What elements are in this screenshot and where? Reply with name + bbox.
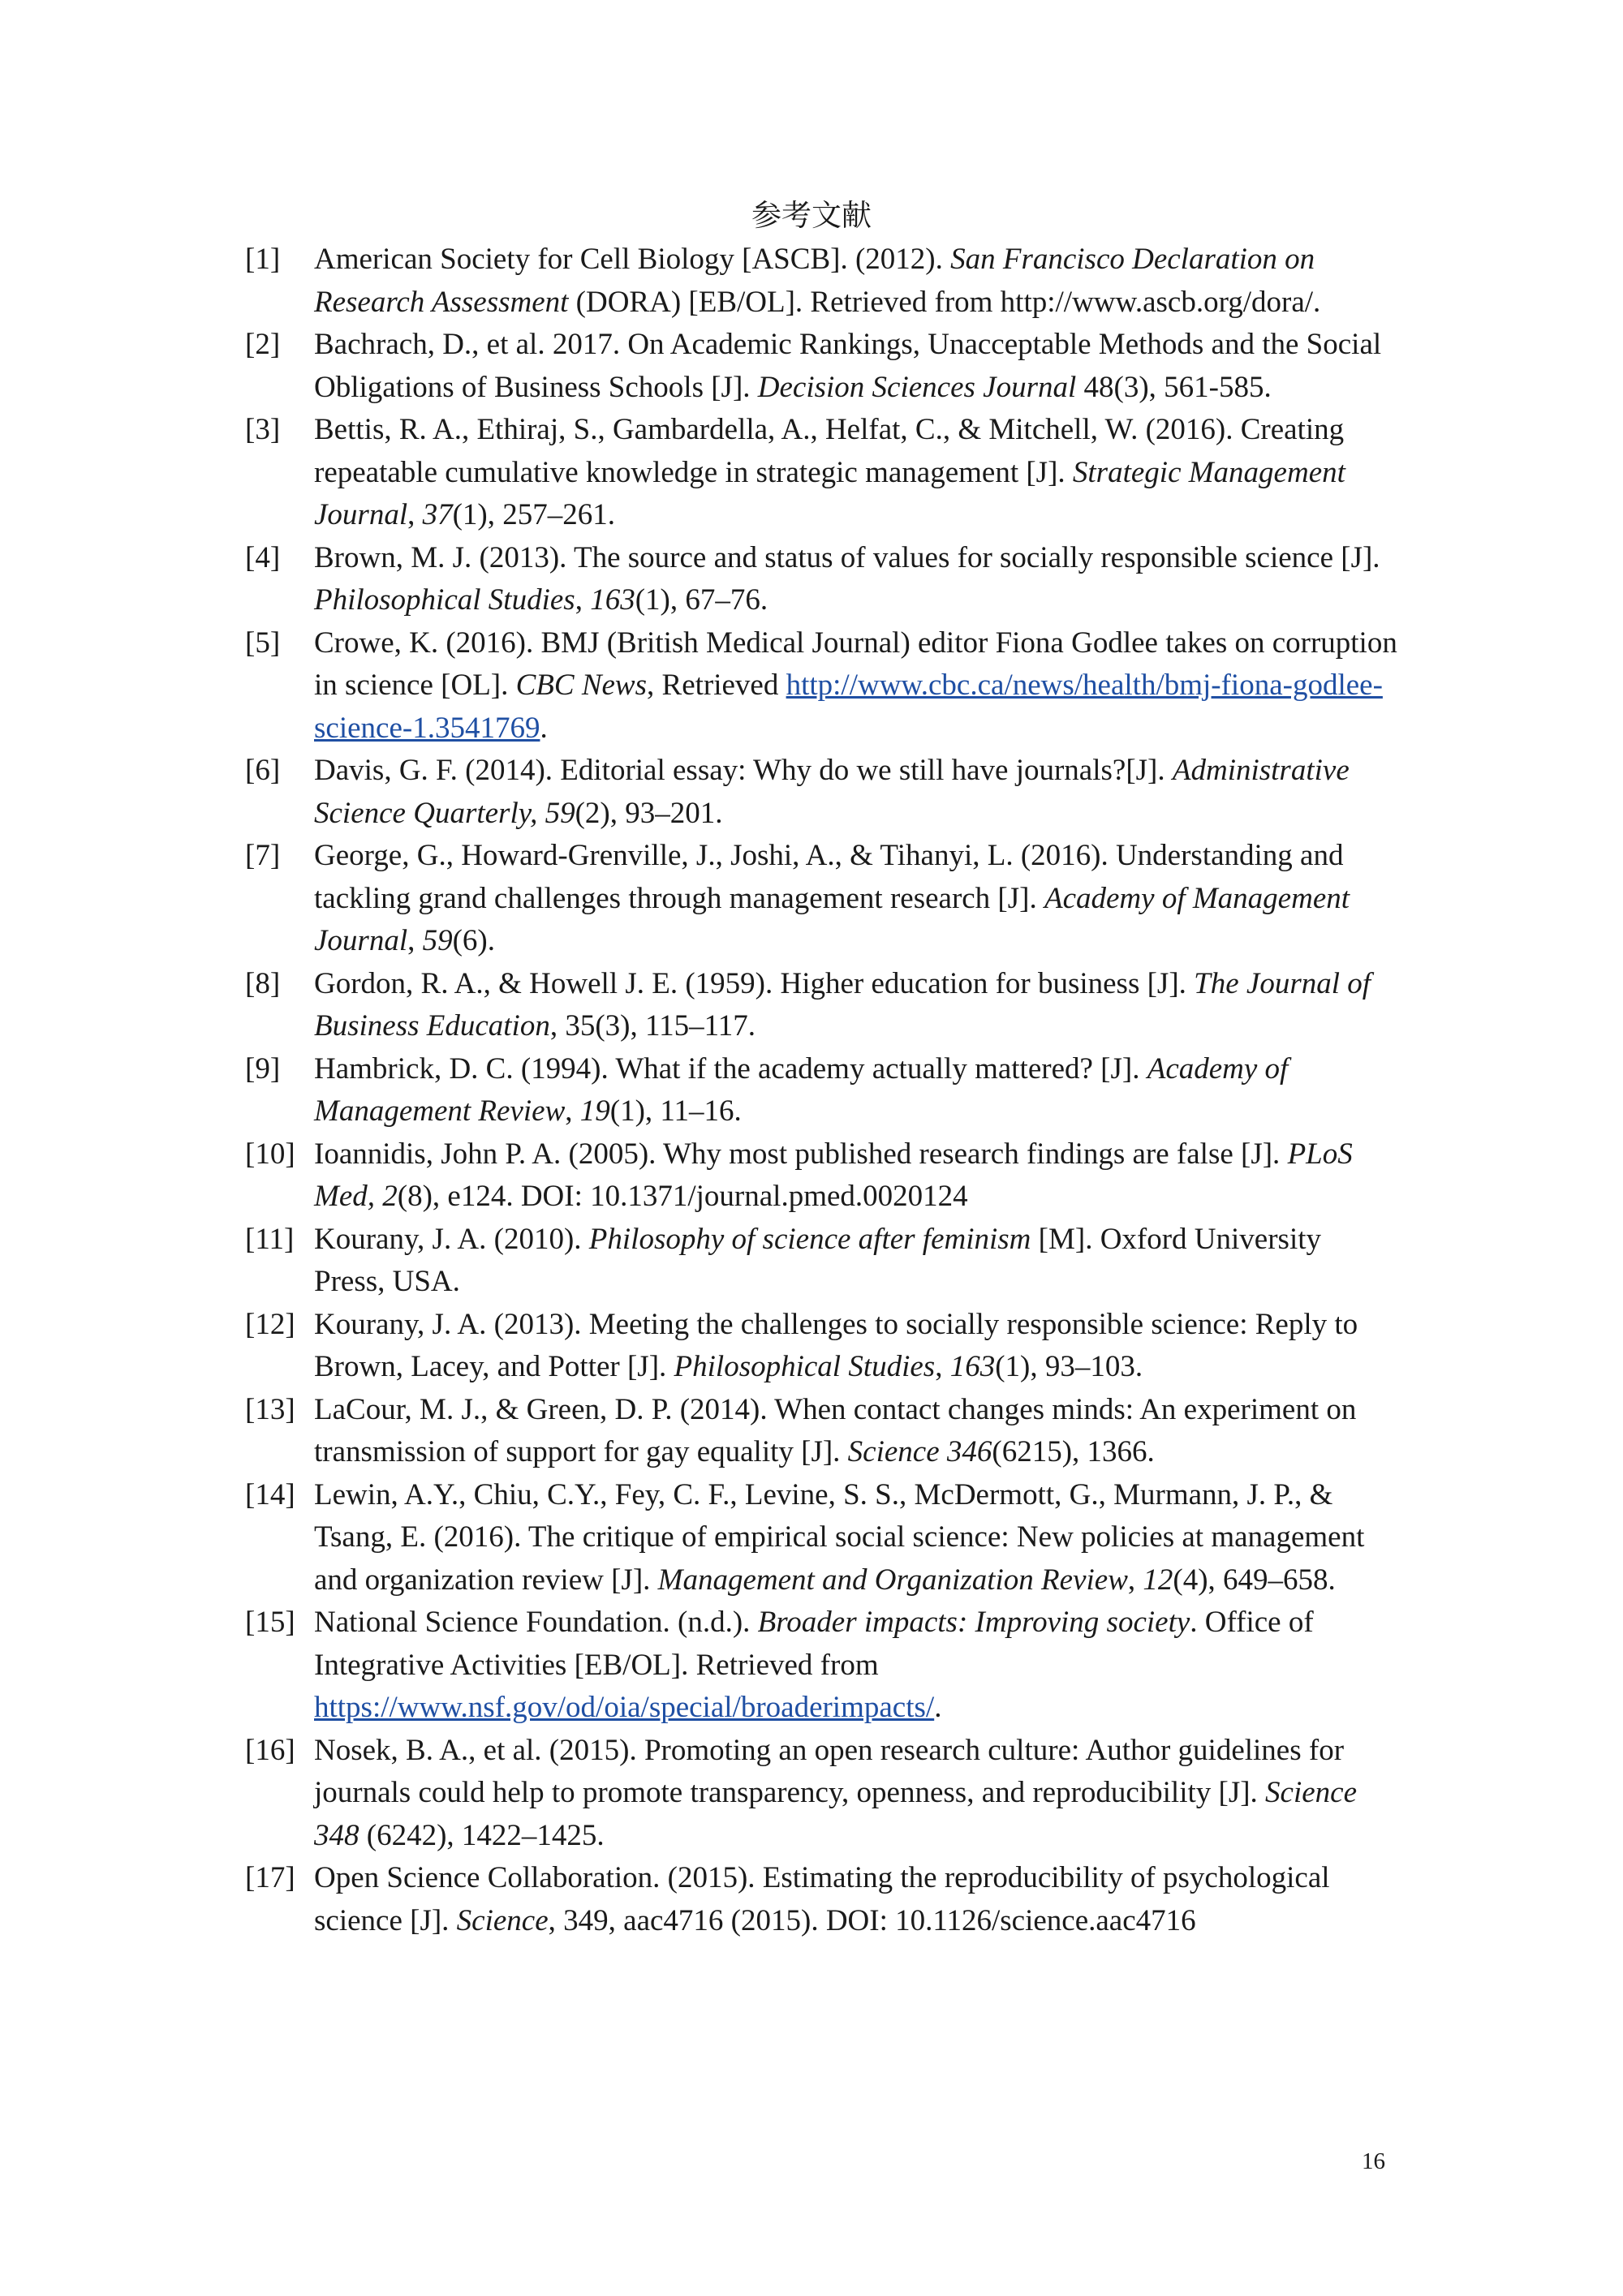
- reference-text-segment: ,: [575, 583, 591, 617]
- reference-number: [17]: [245, 1861, 295, 1894]
- reference-link[interactable]: https://www.nsf.gov/od/oia/special/broaderimpacts/: [314, 1691, 935, 1724]
- reference-italic-text: Administrative Science Quarterly, 59: [314, 754, 1350, 830]
- reference-item: [245, 1474, 1397, 1602]
- reference-text-segment: (8), e124. DOI: 10.1371/journal.pmed.0020124: [397, 1180, 968, 1213]
- reference-text-segment: (DORA) [EB/OL]. Retrieved from http://www.ascb.org/dora/.: [568, 285, 1321, 319]
- reference-italic-text: Philosophy of science after feminism: [588, 1222, 1031, 1256]
- reference-text-segment: ,: [935, 1350, 950, 1383]
- reference-text-segment: , 349, aac4716 (2015). DOI: 10.1126/science.aac4716: [548, 1903, 1196, 1937]
- reference-number: [10]: [245, 1137, 295, 1171]
- reference-text-segment: (6242), 1422–1425.: [359, 1818, 605, 1852]
- reference-number: [1]: [245, 243, 281, 276]
- reference-text-segment: ,: [407, 498, 423, 531]
- reference-text: [314, 239, 1397, 324]
- reference-italic-text: PLoS Med, 2: [314, 1137, 1353, 1213]
- reference-italic-text: Philosophical Studies: [314, 583, 575, 617]
- reference-item: [245, 324, 1397, 409]
- reference-item: [245, 409, 1397, 537]
- reference-text: [314, 409, 1397, 537]
- reference-text-segment: 48(3), 561-585.: [1076, 370, 1272, 404]
- reference-number: [6]: [245, 754, 281, 787]
- reference-text-segment: George, G., Howard-Grenville, J., Joshi, A., & Tihanyi, L. (2016). Understanding and tackling grand challenges through management research [J].: [314, 839, 1344, 915]
- reference-number: [3]: [245, 413, 281, 446]
- reference-italic-text: Decision Sciences Journal: [757, 370, 1077, 404]
- reference-text-segment: ,: [1127, 1563, 1143, 1597]
- reference-number: [11]: [245, 1222, 295, 1256]
- reference-text-segment: . Office of Integrative Activities [EB/OL]. Retrieved from: [314, 1606, 1314, 1682]
- reference-text-segment: Crowe, K. (2016). BMJ (British Medical Journal) editor Fiona Godlee takes on corruption in science [OL].: [314, 626, 1397, 702]
- reference-text: [314, 1730, 1397, 1858]
- reference-italic-text: The Journal of Business Education: [314, 966, 1371, 1043]
- reference-text-segment: .: [934, 1691, 942, 1724]
- section-heading: 参考文献: [751, 198, 872, 233]
- reference-italic-text: Science 346: [847, 1435, 992, 1468]
- reference-italic-text: Broader impacts: Improving society: [757, 1606, 1190, 1639]
- reference-text-segment: Nosek, B. A., et al. (2015). Promoting an open research culture: Author guidelines for journals could help to promote transparency, openness, and reproducibility [J].: [314, 1733, 1345, 1809]
- reference-italic-text: Science 348: [314, 1776, 1358, 1852]
- reference-text-segment: ,: [407, 924, 423, 957]
- reference-number: [7]: [245, 839, 281, 872]
- reference-number: [2]: [245, 328, 281, 361]
- reference-text: [314, 1219, 1397, 1304]
- reference-number: [15]: [245, 1606, 295, 1639]
- reference-text: [314, 1474, 1397, 1602]
- reference-text: [314, 1133, 1397, 1219]
- reference-text-segment: Kourany, J. A. (2010).: [314, 1222, 589, 1256]
- reference-number: [9]: [245, 1051, 281, 1086]
- reference-item: [245, 1133, 1397, 1219]
- reference-text-segment: Bettis, R. A., Ethiraj, S., Gambardella, A., Helfat, C., & Mitchell, W. (2016). Creating repeatable cumulative knowledge in strategic management [J].: [314, 413, 1345, 489]
- reference-text-segment: Davis, G. F. (2014). Editorial essay: Why do we still have journals?[J].: [314, 754, 1173, 787]
- reference-text-segment: (6215), 1366.: [992, 1435, 1155, 1468]
- reference-text-segment: (1), 93–103.: [995, 1350, 1143, 1383]
- reference-link[interactable]: http://www.cbc.ca/news/health/bmj-fiona-godlee-science-1.3541769: [314, 669, 1383, 745]
- reference-text-segment: (2), 93–201.: [575, 796, 723, 830]
- reference-italic-text: 19: [579, 1094, 610, 1128]
- reference-item: [245, 537, 1397, 622]
- reference-item: [245, 1389, 1397, 1474]
- reference-text-segment: , 35(3), 115–117.: [549, 1009, 756, 1043]
- reference-number: [12]: [245, 1307, 295, 1341]
- reference-text: [314, 835, 1397, 963]
- reference-item: [245, 1304, 1397, 1389]
- reference-italic-text: 12: [1143, 1563, 1173, 1597]
- reference-number: [13]: [245, 1392, 295, 1426]
- reference-item: [245, 1857, 1397, 1942]
- reference-italic-text: CBC News: [515, 669, 648, 702]
- reference-item: [245, 239, 1397, 324]
- reference-text-segment: Kourany, J. A. (2013). Meeting the challenges to socially responsible science: Reply to Brown, Lacey, and Potter [J].: [314, 1307, 1358, 1383]
- reference-text-segment: [M]. Oxford University Press, USA.: [314, 1222, 1322, 1298]
- reference-item: [245, 1602, 1397, 1730]
- reference-number: [16]: [245, 1733, 295, 1767]
- reference-text: [314, 1602, 1397, 1730]
- reference-text-segment: (1), 67–76.: [635, 583, 768, 617]
- reference-italic-text: San Francisco Declaration on Research Assessment: [314, 243, 1315, 319]
- reference-text-segment: (1), 257–261.: [452, 498, 616, 531]
- reference-text-segment: Hambrick, D. C. (1994). What if the academy actually mattered? [J].: [314, 1051, 1147, 1086]
- reference-text-segment: .: [540, 711, 548, 745]
- reference-text: [314, 1048, 1397, 1133]
- reference-text-segment: American Society for Cell Biology [ASCB]. (2012).: [314, 243, 951, 276]
- reference-italic-text: Academy of Management Journal: [314, 881, 1350, 957]
- reference-item: [245, 963, 1397, 1048]
- reference-item: [245, 835, 1397, 963]
- reference-text: [314, 963, 1397, 1048]
- reference-italic-text: Philosophical Studies: [674, 1350, 936, 1383]
- reference-text: [314, 1389, 1397, 1474]
- reference-italic-text: 163: [590, 583, 635, 617]
- reference-text-segment: Bachrach, D., et al. 2017. On Academic Rankings, Unacceptable Methods and the Social Obligations of Business Schools [J].: [314, 328, 1382, 404]
- reference-text-segment: (4), 649–658.: [1173, 1563, 1336, 1597]
- reference-text-segment: Lewin, A.Y., Chiu, C.Y., Fey, C. F., Levine, S. S., McDermott, G., Murmann, J. P., & Tsang, E. (2016). The critique of empirical social science: New policies at management and organization review [J].: [314, 1477, 1365, 1597]
- reference-text-segment: LaCour, M. J., & Green, D. P. (2014). When contact changes minds: An experiment on transmission of support for gay equality [J].: [314, 1392, 1357, 1468]
- reference-item: [245, 1730, 1397, 1858]
- reference-italic-text: 59: [422, 924, 453, 957]
- reference-text: [314, 750, 1397, 835]
- reference-italic-text: Academy of Management Review: [314, 1051, 1289, 1128]
- reference-text-segment: National Science Foundation. (n.d.).: [314, 1606, 758, 1639]
- reference-text-segment: ,: [565, 1094, 580, 1128]
- reference-italic-text: Strategic Management Journal: [314, 455, 1345, 531]
- reference-text-segment: Gordon, R. A., & Howell J. E. (1959). Higher education for business [J].: [314, 966, 1195, 1000]
- reference-text-segment: Open Science Collaboration. (2015). Estimating the reproducibility of psychological science [J].: [314, 1861, 1330, 1937]
- reference-text-segment: Ioannidis, John P. A. (2005). Why most published research findings are false [J].: [314, 1137, 1288, 1171]
- reference-text: [314, 622, 1397, 750]
- reference-text: [314, 1304, 1397, 1389]
- reference-text: [314, 537, 1397, 622]
- reference-text-segment: (6).: [452, 924, 496, 957]
- reference-item: [245, 1048, 1397, 1133]
- reference-text-segment: , Retrieved: [647, 669, 786, 702]
- reference-text-segment: (1), 11–16.: [609, 1094, 742, 1128]
- reference-text: [314, 1857, 1397, 1942]
- reference-item: [245, 1219, 1397, 1304]
- reference-number: [4]: [245, 540, 281, 574]
- reference-italic-text: 37: [422, 498, 453, 531]
- reference-italic-text: 163: [949, 1350, 996, 1383]
- reference-item: [245, 750, 1397, 835]
- reference-number: [5]: [245, 626, 281, 660]
- reference-text-segment: Brown, M. J. (2013). The source and status of values for socially responsible science [J].: [314, 540, 1380, 574]
- page-number: 16: [1362, 2148, 1385, 2174]
- reference-italic-text: Management and Organization Review: [657, 1563, 1128, 1597]
- reference-italic-text: Science: [456, 1903, 549, 1937]
- reference-list: [245, 239, 1397, 1942]
- reference-item: [245, 622, 1397, 750]
- reference-number: [8]: [245, 966, 281, 1000]
- reference-number: [14]: [245, 1477, 295, 1511]
- reference-text: [314, 324, 1397, 409]
